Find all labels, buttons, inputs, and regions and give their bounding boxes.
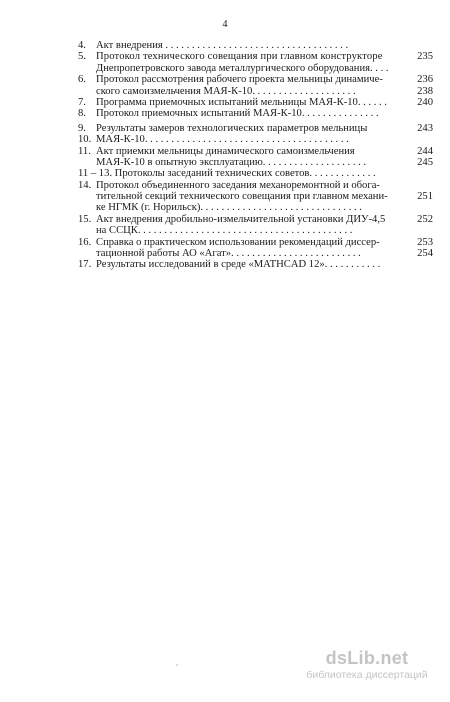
toc-entry-page: 244 [417,145,433,157]
toc-entry-number: 14. [78,179,92,191]
toc-entry-title: Программа приемочных испытаний мельницы МАЯ-К-10. . . . . . [96,96,387,108]
toc-entry-number: 16. [78,236,92,248]
toc-entry-title: Протокол приемочных испытаний МАЯ-К-10. . . . . . . . . . . . . . . [96,108,379,120]
toc-entry-5 [78,51,433,62]
toc-entry-title: 11 – 13. Протоколы заседаний технических советов. . . . . . . . . . . . . [78,168,376,180]
toc-entry-title: Протокол технического совещания при главном конструкторе [96,51,383,63]
toc-entry-16 [78,237,433,248]
scan-speck [176,664,178,666]
toc-entry-6 [78,74,433,85]
toc-entry-title: Днепропетровского завода металлургического оборудования. . . . [96,62,389,74]
toc-entry-17 [78,259,433,270]
watermark-subtitle: библиотека диссертаций [306,669,428,681]
toc-entry-14 [78,180,433,191]
toc-entry-page: 254 [417,248,433,260]
toc-entry-title: Справка о практическом использовании рекомендаций диссер- [96,236,380,248]
toc-entry-7 [78,97,433,108]
toc-entry-number: 9. [78,122,86,134]
toc-entry-title: Протокол рассмотрения рабочего проекта мельницы динамиче- [96,74,383,86]
toc-entry-page: 245 [417,156,433,168]
toc-entry-number: 17. [78,259,92,271]
toc-entry-page: 243 [417,122,433,134]
toc-entry-title: тационной работы АО «Агат». . . . . . . . . . . . . . . . . . . . . . . . . [96,248,361,260]
toc-entry-9 [78,123,433,134]
toc-entry-title: МАЯ-К-10. . . . . . . . . . . . . . . . . . . . . . . . . . . . . . . . . . . . . . . [96,134,349,146]
toc-entry-title: Акт приемки мельницы динамического самоизмельчения [96,145,355,157]
toc-entry-page: 236 [417,74,433,86]
toc-entry-title: тительной секций технического совещания при главном механи- [96,191,388,203]
toc-entry-16-cont [78,248,433,259]
toc-entry-page: 240 [417,96,433,108]
toc-entry-number: 6. [78,74,86,86]
toc-entry-11-cont [78,157,433,168]
toc-entry-5-cont [78,63,433,74]
toc-entry-page: 238 [417,85,433,97]
toc-entry-title: МАЯ-К-10 в опытную эксплуатацию. . . . . . . . . . . . . . . . . . . . [96,156,367,168]
toc-entry-14-cont [78,191,433,202]
toc-entry-11-13 [78,168,433,179]
page-number: 4 [222,19,228,30]
toc-entry-page: 235 [417,51,433,63]
toc-entry-10 [78,134,433,145]
toc-entry-number: 10. [78,134,92,146]
toc-entry-number: 7. [78,96,86,108]
toc-entry-title: Протокол объединенного заседания механоремонтной и обога- [96,179,380,191]
toc-entry-number: 4. [78,40,86,51]
toc-entry-title: ского самоизмельчения МАЯ-К-10. . . . . . . . . . . . . . . . . . . . [96,85,356,97]
toc-entry-number: 15. [78,213,92,225]
toc-entry-title: Результаты замеров технологических параметров мельницы [96,122,368,134]
toc-entry-number: 8. [78,108,86,120]
toc-entry-15-cont [78,225,433,236]
toc-entry-title: на ССЦК. . . . . . . . . . . . . . . . . . . . . . . . . . . . . . . . . . . . . . . . . [96,225,353,237]
watermark [292,648,442,682]
toc-entry-page: 253 [417,236,433,248]
toc-entry-14-cont2 [78,202,433,213]
toc-entry-number: 11. [78,145,91,157]
toc-entry-15 [78,214,433,225]
toc-entry-title: Акт внедрения . . . . . . . . . . . . . . . . . . . . . . . . . . . . . . . . . . . [96,40,349,51]
toc-entry-number: 5. [78,51,86,63]
toc-entry-8 [78,108,433,119]
table-of-contents [78,40,433,271]
toc-entry-title: ке НГМК (г. Норильск). . . . . . . . . . . . . . . . . . . . . . . . . . . . . . . [96,202,362,214]
toc-entry-page: 251 [417,191,433,203]
toc-entry-11 [78,146,433,157]
toc-entry-6-cont [78,86,433,97]
toc-entry-title: Результаты исследований в среде «MATHCAD 12». . . . . . . . . . . [96,259,381,271]
toc-entry-page: 252 [417,213,433,225]
toc-entry-4 [78,40,433,51]
toc-entry-title: Акт внедрения дробильно-измельчительной установки ДИУ-4,5 [96,213,386,225]
watermark-logo: dsLib.net [325,648,409,668]
